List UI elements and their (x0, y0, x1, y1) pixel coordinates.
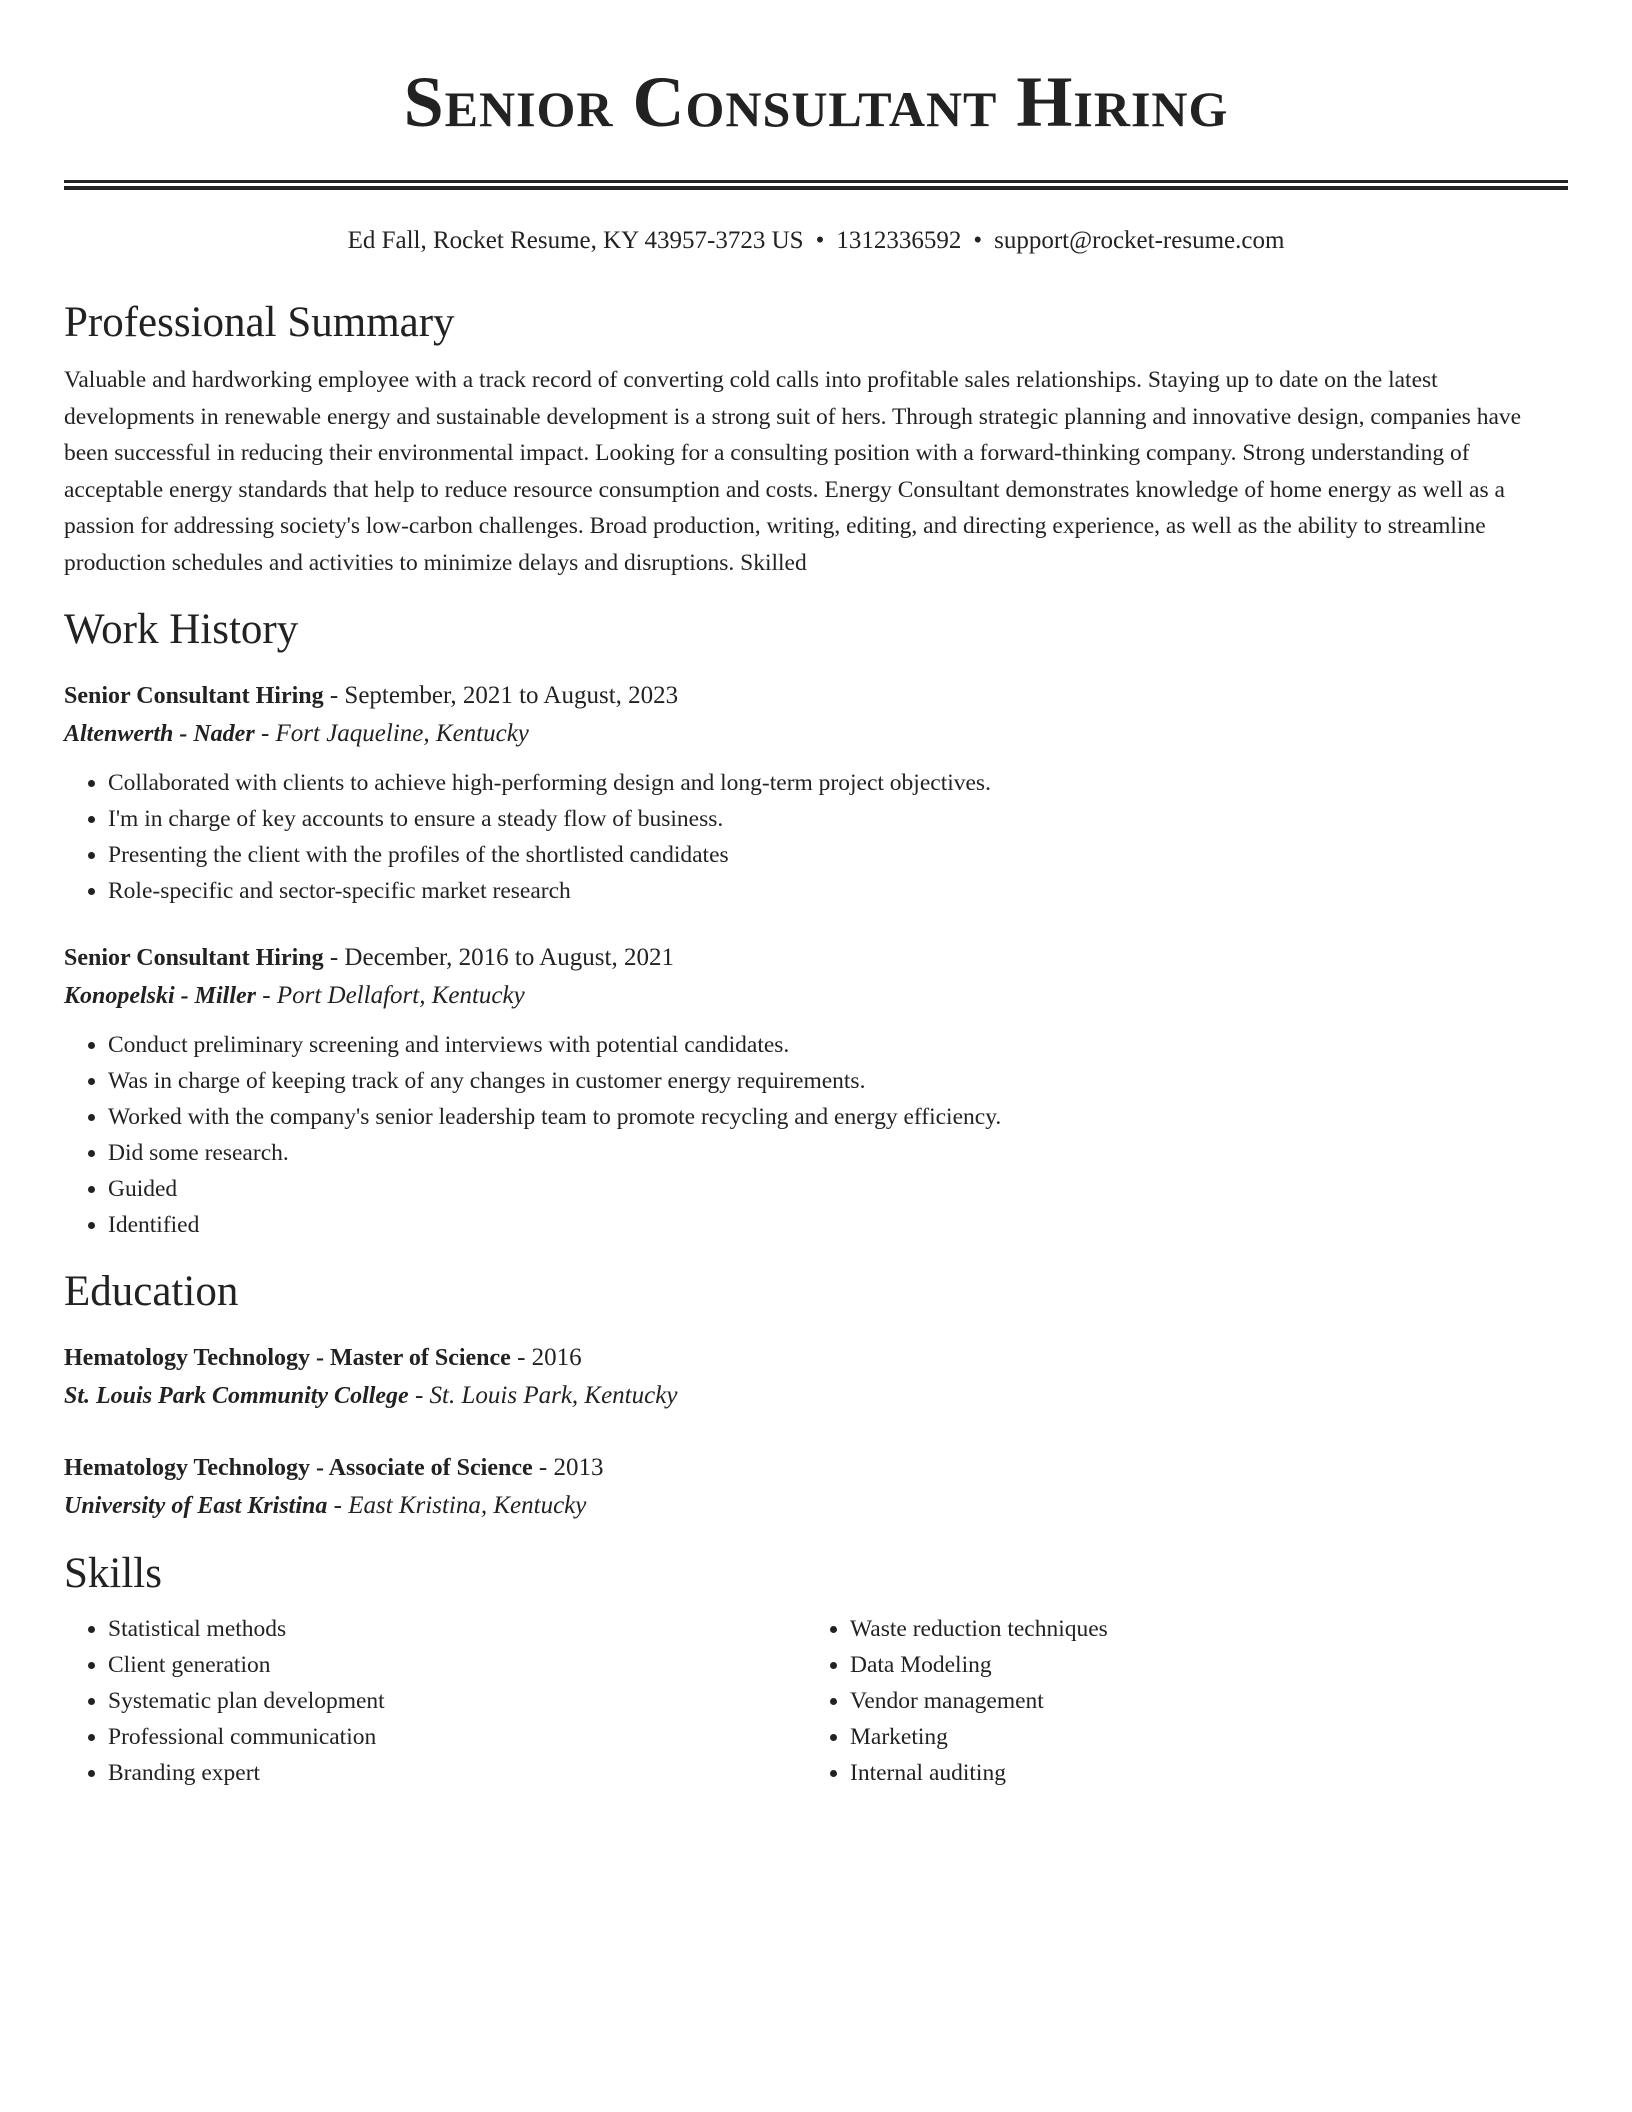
skill-item: • Waste reduction techniques (850, 1611, 1568, 1647)
skill-item: • Statistical methods (108, 1611, 806, 1647)
education-location: - St. Louis Park, Kentucky (408, 1382, 678, 1409)
education-school-line (64, 1377, 1568, 1415)
job-bullet: • Role-specific and sector-specific market research (108, 873, 1568, 909)
resume-name-heading: Senior Consultant Hiring (403, 62, 1229, 142)
job-bullet-list (64, 765, 1568, 909)
education-year: - 2013 (532, 1454, 604, 1481)
job-company: Altenwerth - Nader (64, 721, 255, 747)
job-header (64, 677, 1568, 715)
job-company-line (64, 977, 1568, 1015)
education-school: University of East Kristina (64, 1493, 328, 1519)
job-location: - Port Dellafort, Kentucky (256, 982, 525, 1009)
job-header (64, 939, 1568, 977)
job-bullet-list (64, 1027, 1568, 1243)
education-entry (64, 1339, 1568, 1415)
summary-text: Valuable and hardworking employee with a track record of converting cold calls into profitable sales relationships. Staying up to date on the latest developments in renewable energy and sustainable development is a strong suit of hers. Through strategic planning and innovative design, companies have been successful in reducing their environmental impact. Looking for a consulting position with a forward-thinking company. Strong understanding of acceptable energy standards that help to reduce resource consumption and costs. Energy Consultant demonstrates knowledge of home energy as well as a passion for addressing society's low-carbon challenges. Broad production, writing, editing, and directing experience, as well as the ability to streamline production schedules and activities to minimize delays and disruptions. Skilled (64, 367, 1522, 576)
job-location: - Fort Jaqueline, Kentucky (254, 720, 529, 747)
summary-section-title: Professional Summary (64, 299, 455, 346)
education-header (64, 1339, 1568, 1377)
education-year: - 2016 (510, 1344, 582, 1371)
skill-item: • Vendor management (850, 1683, 1568, 1719)
contact-line (64, 224, 1568, 258)
contact-separator: • (973, 227, 983, 254)
skill-item: • Marketing (850, 1719, 1568, 1755)
skill-item: • Data Modeling (850, 1647, 1568, 1683)
contact-phone: 1312336592 (836, 227, 962, 254)
skill-item: • Branding expert (108, 1755, 806, 1791)
education-degree: Hematology Technology - Associate of Science (64, 1455, 533, 1481)
education-school: St. Louis Park Community College (64, 1383, 409, 1409)
header-divider (64, 180, 1568, 190)
education-header (64, 1449, 1568, 1487)
education-entry (64, 1449, 1568, 1525)
job-role: Senior Consultant Hiring (64, 683, 324, 709)
contact-email[interactable]: support@rocket-resume.com (994, 227, 1285, 254)
skill-item: • Professional communication (108, 1719, 806, 1755)
education-degree: Hematology Technology - Master of Science (64, 1345, 511, 1371)
job-bullet: • I'm in charge of key accounts to ensure a steady flow of business. (108, 801, 1568, 837)
skills-list-left (64, 1611, 806, 1791)
skills-grid (64, 1611, 1568, 1791)
work-history-section-title: Work History (64, 606, 299, 653)
job-company: Konopelski - Miller (64, 983, 257, 1009)
job-bullet: • Worked with the company's senior leadership team to promote recycling and energy efficiency. (108, 1099, 1568, 1135)
job-bullet: • Did some research. (108, 1135, 1568, 1171)
education-section-title: Education (64, 1268, 239, 1315)
job-dates: - September, 2021 to August, 2023 (323, 682, 679, 709)
job-bullet: • Collaborated with clients to achieve high-performing design and long-term project objectives. (108, 765, 1568, 801)
job-bullet: • Conduct preliminary screening and interviews with potential candidates. (108, 1027, 1568, 1063)
skills-list-right (806, 1611, 1568, 1791)
contact-address: Ed Fall, Rocket Resume, KY 43957-3723 US (347, 227, 804, 254)
job-role: Senior Consultant Hiring (64, 945, 324, 971)
job-dates: - December, 2016 to August, 2021 (323, 944, 674, 971)
skills-section-title: Skills (64, 1550, 162, 1597)
contact-separator: • (815, 227, 825, 254)
skill-item: • Internal auditing (850, 1755, 1568, 1791)
education-school-line (64, 1487, 1568, 1525)
skill-item: • Systematic plan development (108, 1683, 806, 1719)
job-entry (64, 939, 1568, 1243)
skill-item: • Client generation (108, 1647, 806, 1683)
job-bullet: • Presenting the client with the profiles of the shortlisted candidates (108, 837, 1568, 873)
job-entry (64, 677, 1568, 909)
job-bullet: • Identified (108, 1207, 1568, 1243)
job-bullet: • Guided (108, 1171, 1568, 1207)
job-bullet: • Was in charge of keeping track of any changes in customer energy requirements. (108, 1063, 1568, 1099)
education-location: - East Kristina, Kentucky (327, 1492, 587, 1519)
job-company-line (64, 715, 1568, 753)
